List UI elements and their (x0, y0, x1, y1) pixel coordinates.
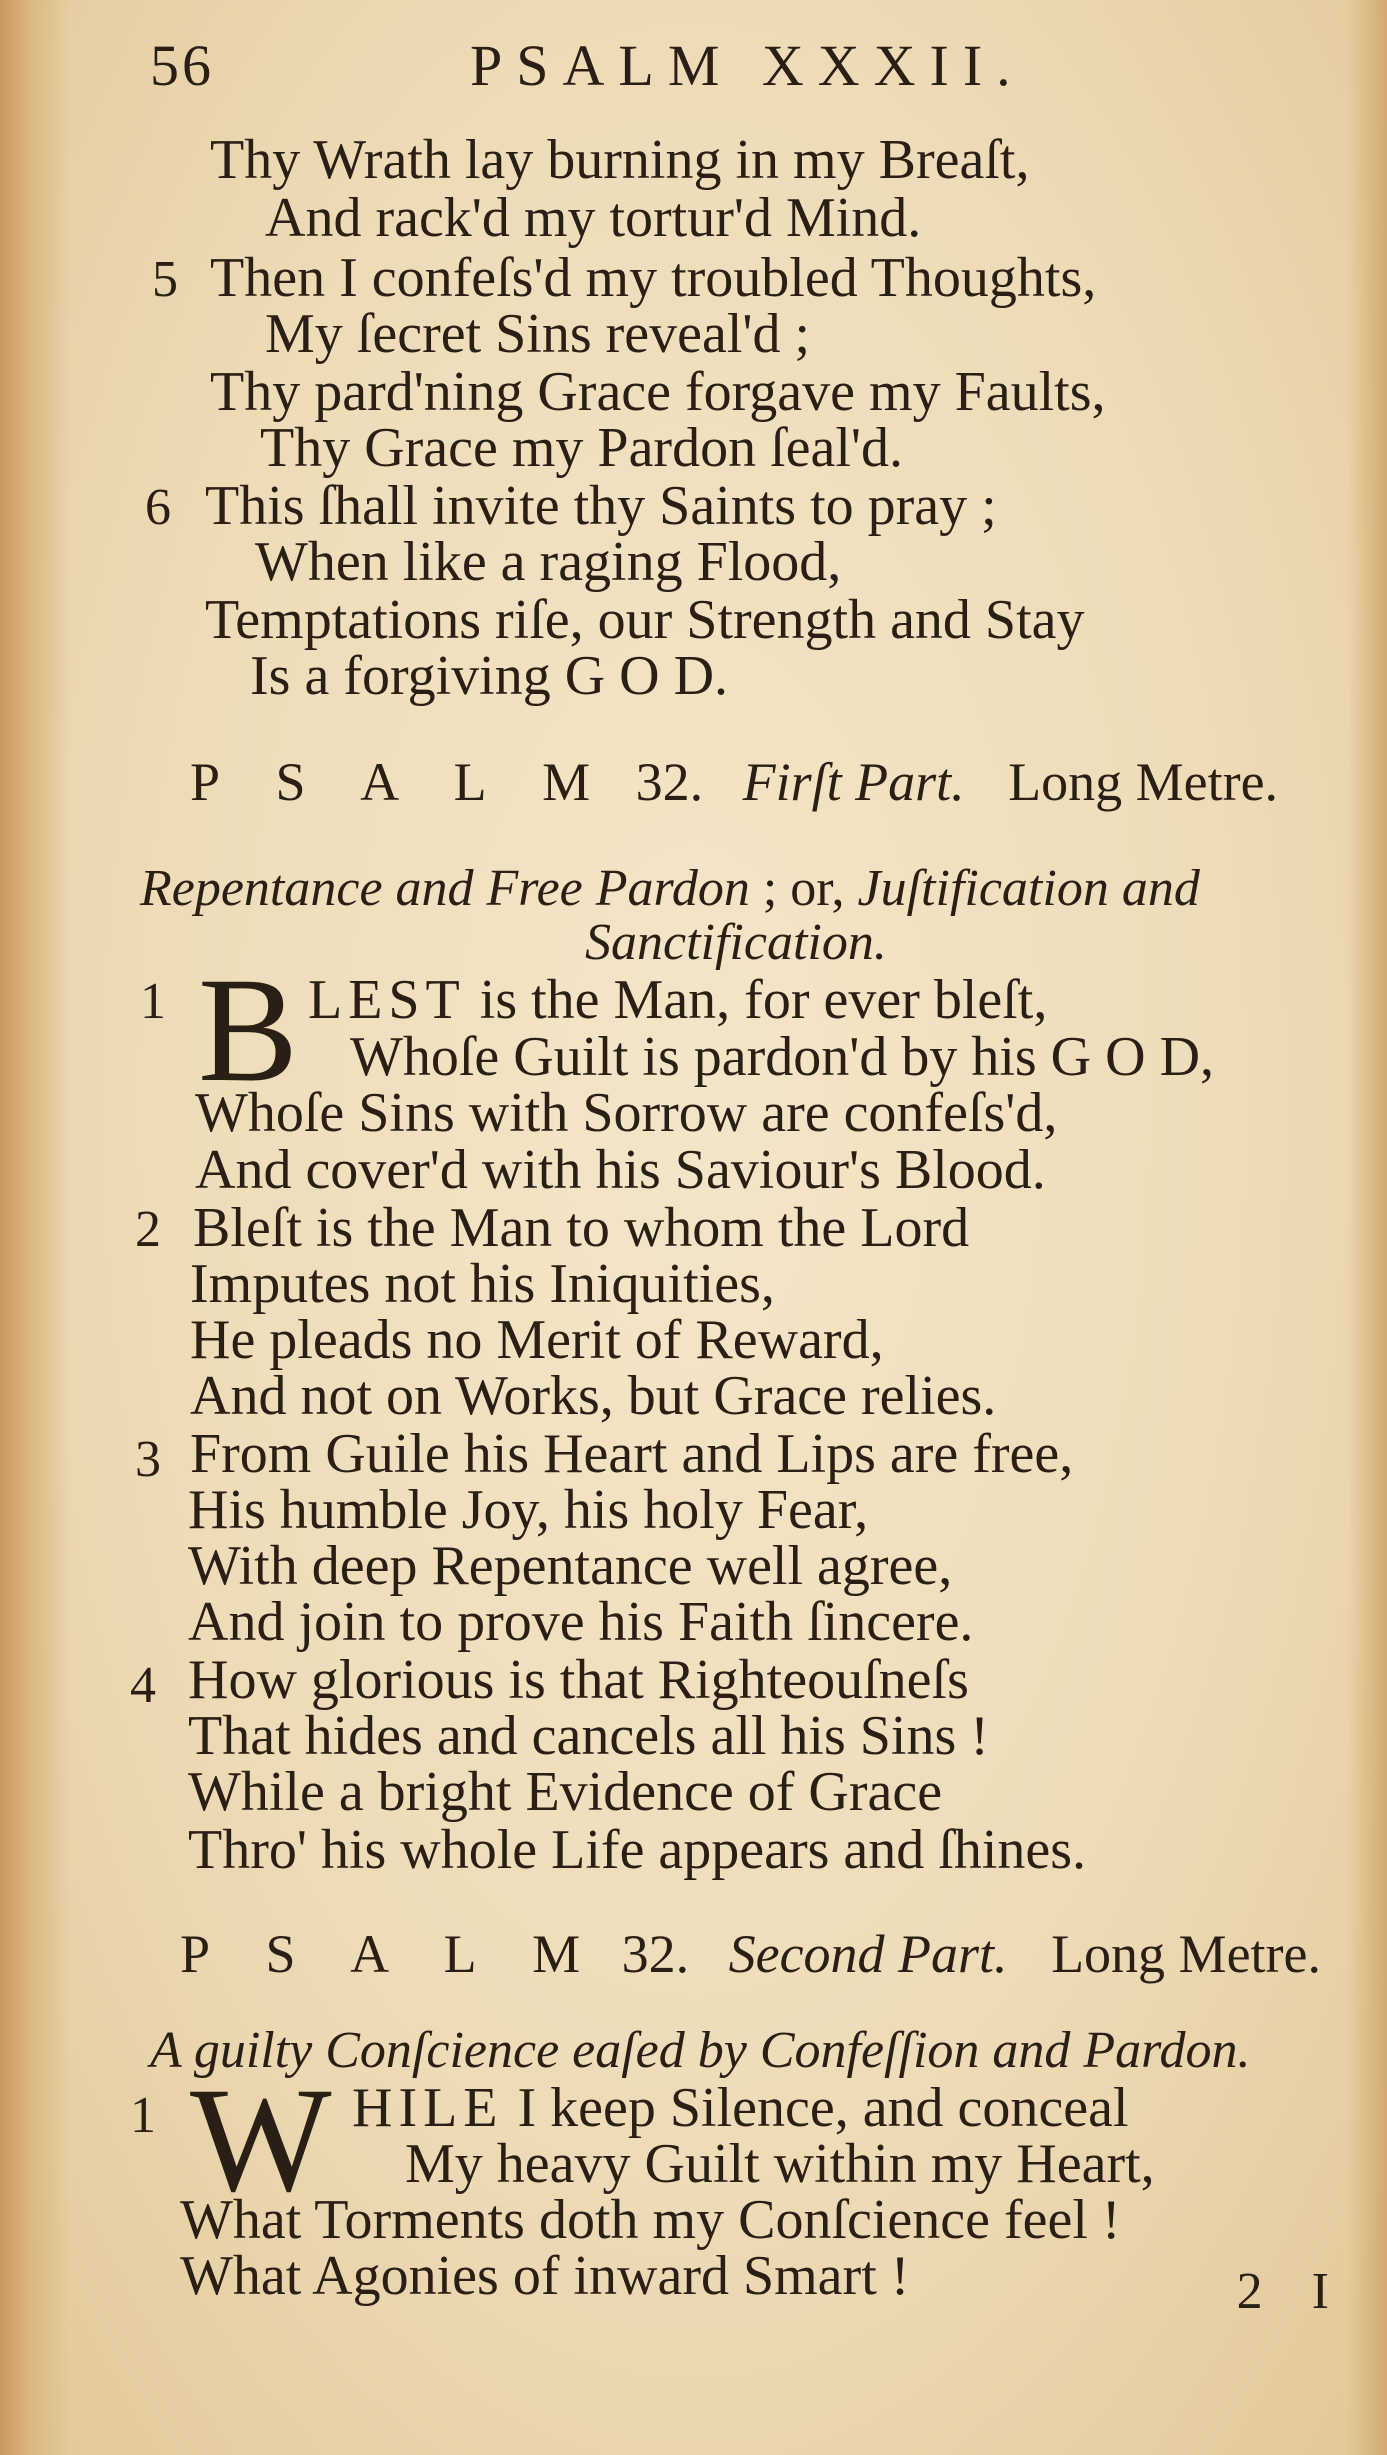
subtitle-part-2: Juſtification and (857, 860, 1200, 917)
psalm-number: 32. (621, 1924, 690, 1984)
drop-capital: W (190, 2057, 332, 2223)
verse-line: And cover'd with his Saviour's Blood. (195, 1139, 1046, 1201)
psalm-heading-first-part (190, 752, 1278, 812)
verse-number: 5 (152, 251, 178, 308)
verse-line: What Agonies of inward Smart ! (180, 2245, 910, 2307)
verse-line: Bleſt is the Man to whom the Lord (193, 1197, 970, 1259)
verse-line: He pleads no Merit of Reward, (190, 1309, 884, 1371)
psalm-word: P S A L M (190, 752, 613, 812)
verse-line-first (308, 970, 1047, 1030)
verse-line-first (352, 2078, 1129, 2138)
verse-line: While a bright Evidence of Grace (188, 1761, 943, 1823)
page-edge-right (1347, 0, 1387, 2455)
running-title: PSALM XXXII. (470, 33, 1025, 98)
verse-number: 2 (135, 1201, 161, 1258)
verse-initial-caps: LEST (308, 969, 466, 1031)
verse-line: His humble Joy, his holy Fear, (188, 1479, 869, 1541)
verse-line: Thy pard'ning Grace forgave my Faults, (210, 361, 1106, 423)
verse-line: Then I confeſs'd my troubled Thoughts, (210, 247, 1097, 309)
verse-line: This ſhall invite thy Saints to pray ; (205, 475, 997, 537)
verse-first-text: I keep Silence, and conceal (517, 2077, 1129, 2139)
running-header (150, 20, 1250, 110)
verse-line: And rack'd my tortur'd Mind. (265, 187, 922, 249)
verse-number: 4 (130, 1657, 156, 1714)
verse-first-text: is the Man, for ever bleſt, (479, 969, 1048, 1031)
psalm-heading-second-part (180, 1924, 1321, 1984)
verse-line: And not on Works, but Grace relies. (190, 1365, 997, 1427)
verse-line: Imputes not his Iniquities, (190, 1253, 775, 1315)
verse-number: 6 (145, 479, 171, 536)
verse-number: 3 (135, 1431, 161, 1488)
verse-line: Thro' his whole Life appears and ſhines. (188, 1819, 1087, 1881)
part-label: Second Part. (728, 1924, 1008, 1984)
verse-line: My ſecret Sins reveal'd ; (265, 303, 811, 365)
page-number: 56 (150, 33, 214, 98)
part-label: Firſt Part. (742, 752, 965, 812)
verse-line: Is a forgiving G O D. (250, 645, 729, 707)
subtitle-part-3: Sanctification. (585, 914, 887, 971)
verse-line: Whoſe Guilt is pardon'd by his G O D, (350, 1026, 1215, 1088)
verse-line: That hides and cancels all his Sins ! (188, 1705, 989, 1767)
verse-initial-caps: HILE (352, 2077, 504, 2139)
drop-capital: B (198, 947, 299, 1113)
verse-number: 1 (140, 973, 166, 1030)
verse-line: With deep Repentance well agree, (188, 1535, 953, 1597)
verse-number: 1 (130, 2087, 156, 2144)
subtitle-text: A guilty Conſcience eaſed by Confeſſion and Pardon. (150, 2022, 1251, 2079)
verse-line: Thy Wrath lay burning in my Breaſt, (210, 129, 1030, 191)
catchword: 2 I (1236, 2263, 1347, 2320)
verse-line: What Torments doth my Conſcience feel ! (180, 2189, 1121, 2251)
verse-line: My heavy Guilt within my Heart, (405, 2133, 1155, 2195)
verse-line: Whoſe Sins with Sorrow are confeſs'd, (195, 1082, 1058, 1144)
psalm-word: P S A L M (180, 1924, 603, 1984)
verse-line: How glorious is that Righteouſneſs (188, 1649, 969, 1711)
psalm-subtitle (140, 860, 1200, 918)
subtitle-separator: ; or, (762, 860, 845, 917)
psalm-number: 32. (635, 752, 704, 812)
metre-label: Long Metre. (1051, 1924, 1321, 1984)
psalm-subtitle-cont (585, 914, 887, 972)
verse-line: When like a raging Flood, (255, 531, 842, 593)
verse-line: From Guile his Heart and Lips are free, (190, 1423, 1074, 1485)
page-edge-left (0, 0, 70, 2455)
verse-line: Temptations riſe, our Strength and Stay (205, 589, 1085, 651)
metre-label: Long Metre. (1008, 752, 1279, 812)
verse-line: Thy Grace my Pardon ſeal'd. (260, 417, 903, 479)
verse-line: And join to prove his Faith ſincere. (188, 1591, 974, 1653)
subtitle-part-1: Repentance and Free Pardon (140, 860, 750, 917)
